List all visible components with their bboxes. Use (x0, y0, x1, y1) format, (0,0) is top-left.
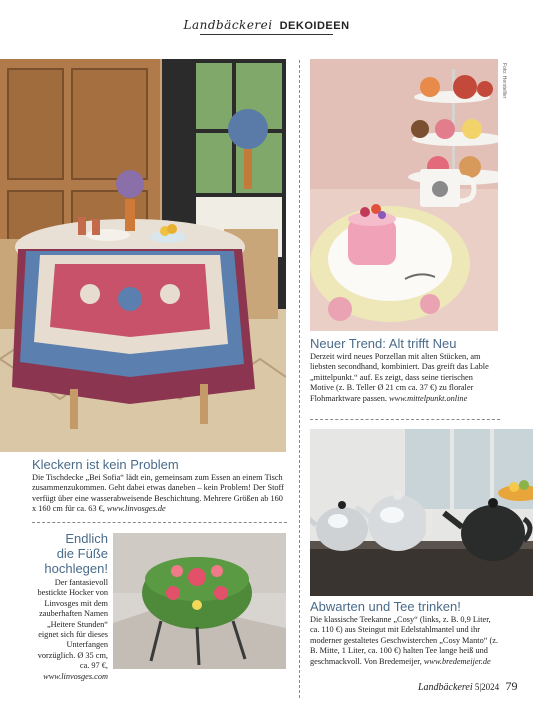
teapot-photo (310, 429, 533, 596)
teapot-url: www.bredemeijer.de (423, 656, 491, 666)
teapot-illustration (310, 429, 533, 596)
teapot-text (310, 615, 502, 667)
section-title: DEKOIDEEN (279, 20, 350, 32)
teapot-description: Die klassische Teekanne „Cosy“ (links, z. B. 0,9 Liter, ca. 110 €) aus Steingut mit Edelstahlmantel und ihr moderner gestaltetes Geschwisterchen „Cosy Manto“ (z. B. Mitte, 1 Liter, ca. 100 €) halten Tee lange heiß und geschmackvoll. Von Bredemeijer, (310, 615, 498, 666)
column-divider (299, 60, 300, 698)
left-section-divider (32, 522, 287, 523)
teapot-heading: Abwarten und Tee trinken! (310, 599, 461, 614)
page-footer (418, 679, 528, 694)
tablecloth-description: Die Tischdecke „Bei Sofia“ lädt ein, gemeinsam zum Essen an einem Tisch zusammenzukommen. Geht dabei etwas daneben – kein Problem! Der Stoff verfügt über eine wasserabweisende Beschichtung. Mehrere Größen ab 160 x 160 cm für ca. 63 €, (32, 473, 284, 514)
stool-text (32, 578, 108, 682)
stool-photo (113, 533, 286, 669)
porcelain-illustration (310, 59, 498, 331)
tablecloth-illustration (0, 59, 286, 452)
stool-illustration (113, 533, 286, 669)
right-section-divider (310, 419, 500, 420)
footer-brand: Landbäckerei (418, 682, 473, 693)
page-header (0, 18, 533, 32)
tablecloth-text (32, 473, 288, 515)
header-rule (200, 34, 333, 35)
photo-credit: Foto: Herstelller (501, 63, 507, 99)
porcelain-description: Derzeit wird neues Porzellan mit alten Stücken, am liebsten secondhand, kombiniert. Das greift das Lable „mittelpunkt.“ auf. Es zeigt, dass seine tierischen Motive (z. B. Teller Ø 21 cm ca. 37 €) zu floraler Flohmarktware passen. (310, 352, 489, 403)
porcelain-url: www.mittelpunkt.online (389, 393, 468, 403)
footer-issue: 5|2024 (474, 682, 500, 692)
porcelain-text (310, 352, 498, 404)
tablecloth-heading: Kleckern ist kein Problem (32, 457, 179, 472)
stool-heading (32, 531, 108, 576)
page-number: 79 (505, 679, 518, 693)
stool-heading-line1: Endlich (65, 531, 108, 546)
stool-heading-line2: die Füße (56, 546, 108, 561)
porcelain-photo (310, 59, 498, 331)
porcelain-heading: Neuer Trend: Alt trifft Neu (310, 336, 457, 351)
tablecloth-url: www.linvosges.de (106, 504, 166, 514)
stool-description: Der fantasievoll bestickte Hocker von Linvosges mit dem zauberhaften Namen „Heitere Stunden“ eignet sich für dieses Unterfangen vorzüglich. Ø 35 cm, ca. 97 €, (37, 578, 108, 671)
stool-heading-line3: hochlegen! (44, 561, 108, 576)
magazine-brand: Landbäckerei (183, 18, 273, 32)
tablecloth-photo (0, 59, 286, 452)
stool-url: www.linvosges.com (43, 671, 108, 681)
